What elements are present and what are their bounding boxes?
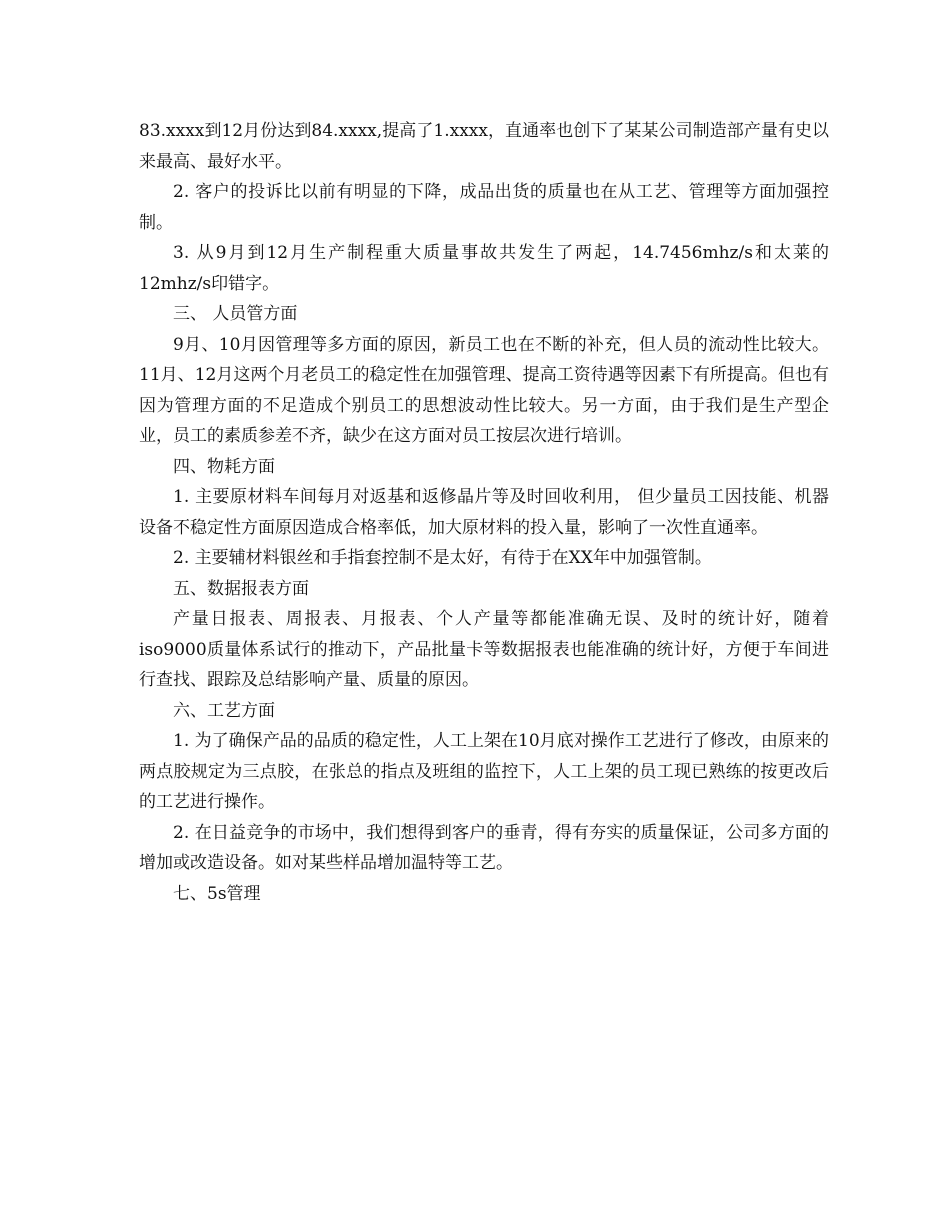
section-heading-5s: 七、5s管理 bbox=[173, 883, 261, 904]
paragraph-personnel: 9月、10月因管理等多方面的原因，新员工也在不断的补充，但人员的流动性比较大。11月、12月这两个月老员工的稳定性在加强管理、提高工资待遇等因素下有所提高。但也有因为管理方面的不足造成个别员工的思想波动性比较大。另一方面，由于我们是生产型企业，员工的素质参差不齐，缺少在这方面对员工按层次进行培训。 bbox=[139, 334, 829, 446]
section-heading-reports: 五、数据报表方面 bbox=[173, 578, 309, 599]
paragraph-yield-improvement: 83.xxxx到12月份达到84.xxxx,提高了1.xxxx，直通率也创下了某某公司制造部产量有史以来最高、最好水平。 bbox=[139, 121, 829, 172]
paragraph-process-stability: 1. 为了确保产品的品质的稳定性，人工上架在10月底对操作工艺进行了修改，由原来的两点胶规定为三点胶，在张总的指点及班组的监控下，人工上架的员工现已熟练的按更改后的工艺进行操作。 bbox=[139, 731, 829, 812]
document-body bbox=[139, 116, 829, 909]
paragraph-auxiliary-materials: 2. 主要辅材料银丝和手指套控制不是太好，有待于在XX年中加强管制。 bbox=[173, 548, 712, 568]
section-heading-materials: 四、物耗方面 bbox=[173, 456, 275, 477]
section-heading-personnel: 三、 人员管方面 bbox=[173, 304, 298, 324]
paragraph-quality-incidents: 3. 从9月到12月生产制程重大质量事故共发生了两起，14.7456mhz/s和太莱的12mhz/s印错字。 bbox=[139, 243, 829, 294]
paragraph-raw-materials: 1. 主要原材料车间每月对返基和返修晶片等及时回收利用， 但少量员工因技能、机器设备不稳定性方面原因造成合格率低，加大原材料的投入量，影响了一次性直通率。 bbox=[139, 487, 829, 538]
paragraph-customer-complaints: 2. 客户的投诉比以前有明显的下降，成品出货的质量也在从工艺、管理等方面加强控制。 bbox=[139, 182, 829, 233]
paragraph-equipment: 2. 在日益竞争的市场中，我们想得到客户的垂青，得有夯实的质量保证，公司多方面的增加或改造设备。如对某些样品增加温特等工艺。 bbox=[139, 822, 829, 873]
paragraph-reports: 产量日报表、周报表、月报表、个人产量等都能准确无误、及时的统计好，随着iso9000质量体系试行的推动下，产品批量卡等数据报表也能准确的统计好，方便于车间进行查找、跟踪及总结影响产量、质量的原因。 bbox=[139, 609, 829, 690]
section-heading-process: 六、工艺方面 bbox=[173, 700, 275, 721]
